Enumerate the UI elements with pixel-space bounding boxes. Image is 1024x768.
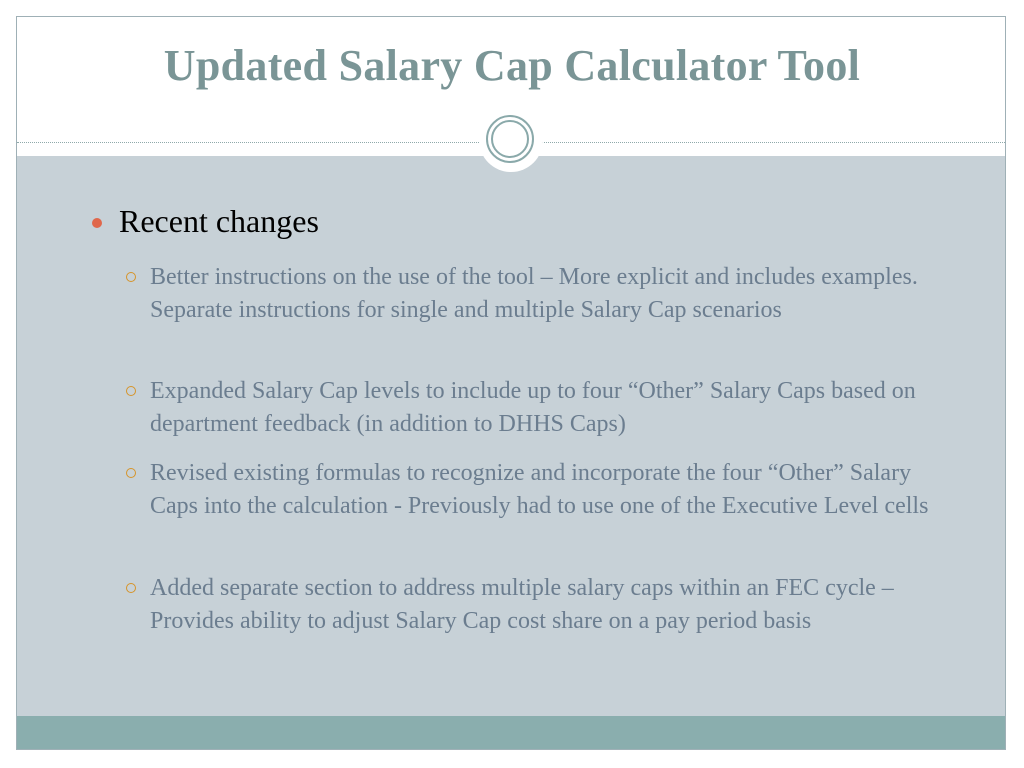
secondary-bullet-icon: [126, 583, 136, 593]
list-item: Revised existing formulas to recognize and incorporate the four “Other” Salary Caps into the calculation - Previously had to use one of the Executive Level cells: [150, 460, 929, 519]
ornament-inner-ring-icon: [491, 120, 529, 158]
bullet-heading: Recent changes: [119, 203, 319, 239]
list-item: Better instructions on the use of the tool – More explicit and includes examples. Separate instructions for single and multiple Salary Cap scenarios: [150, 264, 918, 323]
slide-title: Updated Salary Cap Calculator Tool: [163, 41, 861, 90]
secondary-bullet-icon: [126, 386, 136, 396]
secondary-bullet-icon: [126, 468, 136, 478]
footer-band: [17, 716, 1005, 749]
list-item: Expanded Salary Cap levels to include up to four “Other” Salary Caps based on department feedback (in addition to DHHS Caps): [150, 378, 916, 437]
list-item: Added separate section to address multiple salary caps within an FEC cycle – Provides ability to adjust Salary Cap cost share on a pay period basis: [150, 575, 894, 634]
primary-bullet-icon: [92, 218, 102, 228]
secondary-bullet-icon: [126, 272, 136, 282]
